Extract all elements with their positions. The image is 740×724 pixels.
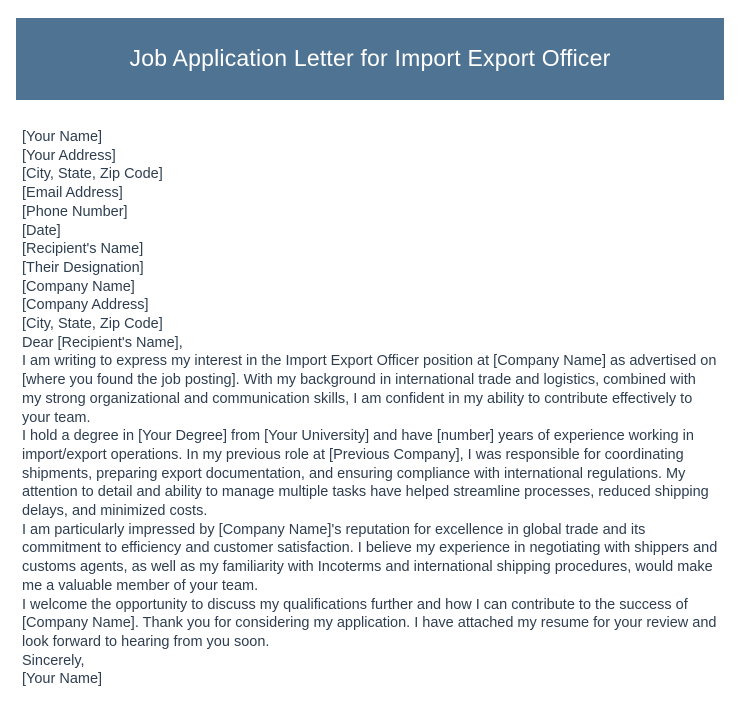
recipient-line: [City, State, Zip Code] bbox=[22, 316, 163, 333]
sender-line: [Your Address] bbox=[22, 147, 116, 164]
page-title: Job Application Letter for Import Export Officer bbox=[129, 45, 611, 72]
sender-line: [Date] bbox=[22, 222, 61, 239]
recipient-line: [Company Name] bbox=[22, 278, 135, 295]
sender-address-block bbox=[22, 128, 718, 240]
body-paragraph-3: I am particularly impressed by [Company Name]'s reputation for excellence in global trade and its commitment to efficiency and customer satisfaction. I believe my experience in negotiating with shippers and customs agents, as well as my familiarity with Incoterms and international shipping procedures, would make me a valuable member of your team. bbox=[22, 521, 718, 594]
body-paragraph-4: I welcome the opportunity to discuss my qualifications further and how I can contribute to the success of [Company Name]. Thank you for considering my application. I have attached my resume for your review and look forward to hearing from you soon. bbox=[22, 596, 717, 650]
sender-line: [Your Name] bbox=[22, 129, 103, 145]
recipient-address-block bbox=[22, 240, 718, 334]
sender-line: [City, State, Zip Code] bbox=[22, 166, 163, 183]
sender-line: [Email Address] bbox=[22, 185, 123, 202]
signature: [Your Name] bbox=[22, 671, 103, 688]
body-paragraph-1: I am writing to express my interest in the Import Export Officer position at [Company Name] as advertised on [where you found the job posting]. With my background in international trade and logistics, combined with my strong organizational and communication skills, I am confident in my ability to contribute effectively to your team. bbox=[22, 353, 717, 426]
recipient-line: [Company Address] bbox=[22, 297, 149, 314]
letter-body bbox=[16, 100, 724, 689]
document-header-banner bbox=[16, 18, 724, 100]
body-paragraph-2: I hold a degree in [Your Degree] from [Your University] and have [number] years of experience working in import/export operations. In my previous role at [Previous Company], I was responsible for coordinating shipments, preparing export documentation, and ensuring compliance with international regulations. My attention to detail and ability to manage multiple tasks have helped streamline processes, reduced shipping delays, and minimized costs. bbox=[22, 428, 709, 520]
closing: Sincerely, bbox=[22, 652, 85, 669]
recipient-line: [Their Designation] bbox=[22, 259, 144, 276]
sender-line: [Phone Number] bbox=[22, 203, 128, 220]
recipient-line: [Recipient's Name] bbox=[22, 241, 144, 258]
salutation: Dear [Recipient's Name], bbox=[22, 334, 183, 351]
